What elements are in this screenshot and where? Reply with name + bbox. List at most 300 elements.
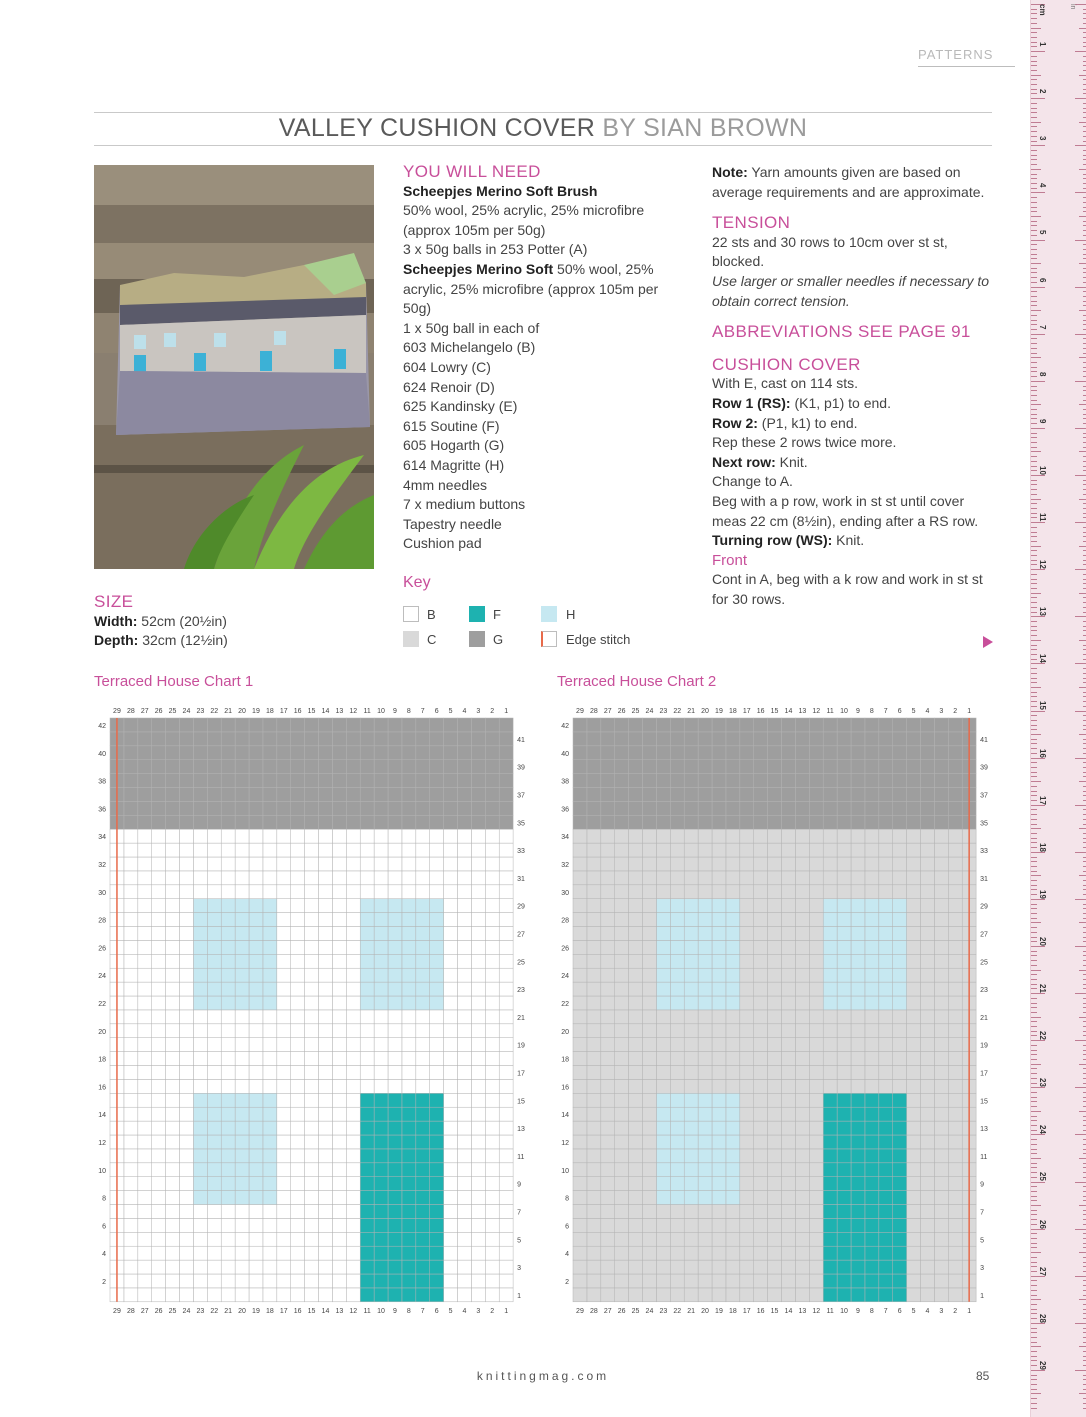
chart-cell	[138, 1024, 152, 1038]
chart-cell	[499, 913, 513, 927]
chart-cell	[823, 718, 837, 732]
chart-cell	[948, 913, 962, 927]
chart-cell	[180, 1218, 194, 1232]
chart-cell	[235, 1191, 249, 1205]
chart-cell	[193, 927, 207, 941]
chart-cell	[346, 1246, 360, 1260]
ruler-tick	[1031, 630, 1037, 631]
ruler-tick	[1031, 781, 1041, 782]
chart-cell	[416, 1052, 430, 1066]
chart-cell	[712, 1205, 726, 1219]
chart-cell	[458, 843, 472, 857]
chart-cell	[643, 1163, 657, 1177]
chart-cell	[948, 718, 962, 732]
chart-cell	[430, 899, 444, 913]
chart-cell	[346, 843, 360, 857]
chart-cell	[754, 927, 768, 941]
chart-cell	[319, 801, 333, 815]
chart-cell	[615, 1191, 629, 1205]
chart-cell	[726, 1260, 740, 1274]
chart-cell	[907, 1024, 921, 1038]
ruler-tick	[1031, 1309, 1037, 1310]
chart-cell	[879, 760, 893, 774]
chart-cell	[656, 788, 670, 802]
row-number-right: 33	[980, 848, 988, 856]
chart-cell	[795, 899, 809, 913]
ruler-tick	[1031, 1026, 1037, 1027]
chart-cell	[458, 871, 472, 885]
chart-cell	[795, 815, 809, 829]
chart-cell	[879, 913, 893, 927]
ruler-tick	[1075, 1182, 1086, 1183]
ruler-tick	[1031, 715, 1037, 716]
chart-cell	[430, 760, 444, 774]
chart-cell	[823, 940, 837, 954]
chart-cell	[809, 1260, 823, 1274]
chart-cell	[893, 1191, 907, 1205]
chart-cell	[782, 927, 796, 941]
chart-cell	[740, 1010, 754, 1024]
chart-cell	[346, 1163, 360, 1177]
chart-cell	[263, 1121, 277, 1135]
chart-cell	[138, 871, 152, 885]
key-label-f: F	[493, 607, 501, 622]
chart-cell	[291, 1079, 305, 1093]
chart-cell	[360, 1246, 374, 1260]
chart-cell	[166, 1038, 180, 1052]
chart-cell	[416, 913, 430, 927]
chart-cell	[360, 788, 374, 802]
ruler-tick	[1031, 301, 1037, 302]
chart-cell	[332, 1079, 346, 1093]
chart-cell	[587, 968, 601, 982]
ruler-tick	[1031, 1393, 1041, 1394]
chart-cell	[698, 801, 712, 815]
chart-cell	[934, 1121, 948, 1135]
chart-cell	[837, 996, 851, 1010]
chart-cell	[879, 1149, 893, 1163]
chart-cell	[207, 1205, 221, 1219]
chart-cell	[152, 1274, 166, 1288]
row2-label: Row 2:	[712, 414, 758, 431]
row-number-left: 18	[98, 1056, 106, 1064]
chart-cell	[587, 871, 601, 885]
chart-cell	[360, 1205, 374, 1219]
chart-cell	[851, 913, 865, 927]
row-number-right: 23	[980, 987, 988, 995]
chart-cell	[768, 1274, 782, 1288]
ruler-tick	[1031, 857, 1037, 858]
chart-cell	[235, 1093, 249, 1107]
ruler-tick	[1031, 1299, 1041, 1300]
page-number: 85	[976, 1369, 990, 1383]
chart-cell	[921, 829, 935, 843]
chart-cell	[754, 1107, 768, 1121]
chart-cell	[823, 996, 837, 1010]
chart-cell	[444, 1052, 458, 1066]
chart-cell	[291, 1010, 305, 1024]
ruler-cm-number: 13	[1038, 607, 1047, 617]
chart-cell	[138, 1191, 152, 1205]
chart-cell	[934, 913, 948, 927]
chart-cell	[416, 982, 430, 996]
column-number-top: 11	[826, 708, 834, 715]
chart-cell	[249, 1205, 263, 1219]
chart-cell	[346, 1205, 360, 1219]
ruler-tick	[1031, 475, 1045, 476]
chart-cell	[629, 1052, 643, 1066]
ruler-tick	[1031, 188, 1037, 189]
chart-cell	[124, 1066, 138, 1080]
chart-cell	[416, 1218, 430, 1232]
chart-cell	[374, 1288, 388, 1302]
chart-cell	[221, 829, 235, 843]
chart-cell	[485, 1052, 499, 1066]
chart-cell	[782, 982, 796, 996]
column-number-bottom: 17	[742, 1307, 751, 1315]
ruler-tick	[1031, 155, 1037, 156]
footer-url: knittingmag.com	[476, 1369, 610, 1383]
row-number-left: 16	[98, 1084, 106, 1092]
chart-cell	[138, 1052, 152, 1066]
chart-cell	[643, 871, 657, 885]
chart-cell	[823, 1274, 837, 1288]
chart-cell	[152, 1121, 166, 1135]
colour-item: 603 Michelangelo (B)	[403, 339, 536, 356]
chart-cell	[740, 1177, 754, 1191]
chart-cell	[684, 1218, 698, 1232]
chart-cell	[235, 788, 249, 802]
ruler-tick	[1031, 395, 1037, 396]
chart-cell	[865, 829, 879, 843]
chart-cell	[180, 1163, 194, 1177]
ruler-tick	[1031, 386, 1037, 387]
chart-cell	[587, 1135, 601, 1149]
chart-cell	[499, 1191, 513, 1205]
key-swatch-f	[469, 606, 485, 622]
chart-cell	[851, 1191, 865, 1205]
chart-cell	[851, 843, 865, 857]
chart-cell	[332, 1246, 346, 1260]
chart-cell	[499, 899, 513, 913]
chart-cell	[573, 996, 587, 1010]
chart-cell	[656, 1121, 670, 1135]
chart-cell	[921, 1038, 935, 1052]
chart-cell	[601, 1135, 615, 1149]
chart-cell	[865, 1260, 879, 1274]
chart-cell	[809, 996, 823, 1010]
chart-cell	[670, 1191, 684, 1205]
chart-cell	[712, 1024, 726, 1038]
chart-cell	[124, 843, 138, 857]
column-number-top: 16	[756, 708, 765, 715]
chart-cell	[851, 1274, 865, 1288]
chart-cell	[305, 1260, 319, 1274]
chart-cell	[138, 815, 152, 829]
ruler-cm-label: cm	[1038, 4, 1047, 16]
column-number-bottom: 1	[967, 1307, 972, 1315]
chart-cell	[277, 1177, 291, 1191]
chart-cell	[471, 774, 485, 788]
chart-cell	[629, 1149, 643, 1163]
chart-cell	[587, 913, 601, 927]
chart-cell	[319, 1038, 333, 1052]
chart-cell	[768, 1246, 782, 1260]
ruler-tick	[1031, 866, 1037, 867]
chart-cell	[388, 982, 402, 996]
chart-cell	[319, 954, 333, 968]
chart-cell	[124, 982, 138, 996]
column-number-bottom: 26	[154, 1307, 163, 1315]
chart-cell	[166, 1149, 180, 1163]
chart-cell	[573, 1191, 587, 1205]
chart-cell	[907, 1205, 921, 1219]
chart-cell	[207, 1079, 221, 1093]
chart-cell	[921, 899, 935, 913]
chart-cell	[319, 940, 333, 954]
chart-cell	[907, 1093, 921, 1107]
chart-cell	[180, 927, 194, 941]
chart-cell	[277, 1163, 291, 1177]
ruler-tick	[1031, 1078, 1037, 1079]
chart-cell	[277, 954, 291, 968]
chart-cell	[629, 1135, 643, 1149]
chart-cell	[893, 1149, 907, 1163]
chart-cell	[643, 829, 657, 843]
chart-cell	[430, 829, 444, 843]
chart-cell	[629, 1260, 643, 1274]
chart-cell	[948, 1232, 962, 1246]
chart-cell	[138, 1177, 152, 1191]
column-number-top: 9	[392, 708, 397, 715]
chart-cell	[934, 1274, 948, 1288]
ruler-tick	[1079, 1111, 1086, 1112]
chart-cell	[795, 788, 809, 802]
chart-cell	[430, 913, 444, 927]
chart-cell	[249, 1121, 263, 1135]
chart-cell	[207, 829, 221, 843]
chart-cell	[221, 1288, 235, 1302]
chart-cell	[332, 1191, 346, 1205]
chart-cell	[193, 1093, 207, 1107]
ruler-tick	[1031, 192, 1045, 193]
chart-cell	[499, 1274, 513, 1288]
chart-cell	[221, 1218, 235, 1232]
chart-cell	[656, 1093, 670, 1107]
chart-cell	[360, 927, 374, 941]
chart-cell	[458, 1218, 472, 1232]
ruler-tick	[1031, 197, 1037, 198]
chart-cell	[823, 760, 837, 774]
row-number-right: 5	[517, 1237, 522, 1245]
chart-cell	[444, 857, 458, 871]
chart-cell	[865, 1079, 879, 1093]
row-number-right: 17	[517, 1070, 525, 1078]
chart-cell	[754, 746, 768, 760]
row-number-right: 1	[517, 1292, 522, 1300]
chart-cell	[402, 1246, 416, 1260]
chart-cell	[670, 1149, 684, 1163]
chart-cell	[291, 996, 305, 1010]
chart-cell	[444, 1246, 458, 1260]
chart-cell	[471, 829, 485, 843]
ruler-tick	[1079, 828, 1086, 829]
column-number-bottom: 22	[673, 1307, 682, 1315]
chart-cell	[879, 1024, 893, 1038]
chart-cell	[360, 857, 374, 871]
row-number-right: 11	[517, 1153, 525, 1161]
chart-cell	[263, 1232, 277, 1246]
chart-cell	[332, 1205, 346, 1219]
chart-cell	[180, 1135, 194, 1149]
chart-cell	[837, 1191, 851, 1205]
colour-item: 625 Kandinsky (E)	[403, 398, 518, 415]
chart-cell	[458, 815, 472, 829]
column-number-bottom: 8	[406, 1307, 411, 1315]
chart-cell	[291, 1135, 305, 1149]
chart-cell	[893, 899, 907, 913]
chart-cell	[249, 1274, 263, 1288]
chart-cell	[656, 1107, 670, 1121]
chart-cell	[629, 899, 643, 913]
chart-cell	[332, 1163, 346, 1177]
ruler-tick	[1079, 593, 1086, 594]
chart-cell	[893, 788, 907, 802]
chart-cell	[249, 1163, 263, 1177]
chart-cell	[138, 913, 152, 927]
chart-cell	[207, 1093, 221, 1107]
ruler-tick	[1031, 122, 1041, 123]
chart-cell	[823, 732, 837, 746]
chart-cell	[291, 843, 305, 857]
chart-cell	[249, 774, 263, 788]
chart-cell	[573, 1121, 587, 1135]
chart-cell	[684, 774, 698, 788]
chart-cell	[346, 1232, 360, 1246]
turning-row-text: Knit.	[832, 532, 865, 549]
ruler-tick	[1075, 1040, 1086, 1041]
column-number-top: 6	[897, 708, 902, 715]
chart-cell	[795, 927, 809, 941]
chart-cell	[948, 1288, 962, 1302]
chart-cell	[346, 857, 360, 871]
chart-cell	[865, 1246, 879, 1260]
chart-cell	[374, 1093, 388, 1107]
chart-cell	[416, 885, 430, 899]
chart-cell	[235, 1177, 249, 1191]
ruler-tick	[1031, 1191, 1037, 1192]
ruler-tick	[1031, 56, 1037, 57]
chart-cell	[601, 1191, 615, 1205]
chart-cell	[388, 1260, 402, 1274]
ruler-tick	[1031, 51, 1045, 52]
chart-cell	[193, 718, 207, 732]
chart-cell	[319, 1066, 333, 1080]
chart-cell	[374, 1010, 388, 1024]
chart-cell	[893, 815, 907, 829]
chart-cell	[948, 1149, 962, 1163]
chart-cell	[124, 1205, 138, 1219]
chart-cell	[893, 913, 907, 927]
chart-cell	[471, 1191, 485, 1205]
front-subheading: Front	[712, 551, 748, 569]
chart-cell	[263, 913, 277, 927]
ruler-tick	[1031, 381, 1045, 382]
chart-cell	[573, 1246, 587, 1260]
chart-cell	[249, 801, 263, 815]
column-number-top: 28	[126, 708, 135, 715]
row-number-right: 21	[980, 1014, 988, 1022]
chart-cell	[698, 1052, 712, 1066]
chart-cell	[823, 885, 837, 899]
chart-cell	[643, 1093, 657, 1107]
chart-cell	[402, 1232, 416, 1246]
chart-cell	[698, 1218, 712, 1232]
chart-cell	[865, 1107, 879, 1121]
column-number-top: 25	[168, 708, 177, 715]
chart-cell	[670, 885, 684, 899]
chart-cell	[235, 1149, 249, 1163]
chart-cell	[430, 982, 444, 996]
column-number-top: 22	[673, 708, 682, 715]
chart-cell	[263, 954, 277, 968]
chart-cell	[388, 1246, 402, 1260]
chart-cell	[166, 1191, 180, 1205]
chart-cell	[670, 857, 684, 871]
chart-cell	[698, 774, 712, 788]
ruler-tick	[1031, 753, 1037, 754]
chart-cell	[319, 1177, 333, 1191]
chart-cell	[795, 1205, 809, 1219]
chart-cell	[458, 1038, 472, 1052]
chart-cell	[332, 996, 346, 1010]
chart-cell	[587, 1107, 601, 1121]
chart-cell	[879, 774, 893, 788]
chart-cell	[124, 815, 138, 829]
chart-cell	[629, 1246, 643, 1260]
ruler-tick	[1031, 1318, 1037, 1319]
chart-cell	[656, 954, 670, 968]
chart-cell	[656, 746, 670, 760]
chart-cell	[698, 1010, 712, 1024]
chart-cell	[193, 871, 207, 885]
chart-cell	[471, 1163, 485, 1177]
chart-cell	[360, 1010, 374, 1024]
chart-cell	[893, 1205, 907, 1219]
chart-cell	[166, 746, 180, 760]
chart-cell	[684, 1135, 698, 1149]
chart-cell	[837, 1163, 851, 1177]
chart-cell	[615, 954, 629, 968]
chart-cell	[865, 1163, 879, 1177]
chart-cell	[402, 1066, 416, 1080]
chart-cell	[754, 1135, 768, 1149]
chart-cell	[573, 732, 587, 746]
chart-cell	[471, 1246, 485, 1260]
chart-cell	[124, 1052, 138, 1066]
chart-cell	[249, 760, 263, 774]
chart-cell	[471, 1052, 485, 1066]
chart-cell	[768, 746, 782, 760]
chart-cell	[180, 1149, 194, 1163]
chart-cell	[768, 718, 782, 732]
chart-cell	[305, 1274, 319, 1288]
chart-cell	[601, 1288, 615, 1302]
chart-cell	[601, 746, 615, 760]
chart-cell	[485, 857, 499, 871]
column-number-bottom: 16	[756, 1307, 765, 1315]
column-number-top: 14	[321, 708, 330, 715]
